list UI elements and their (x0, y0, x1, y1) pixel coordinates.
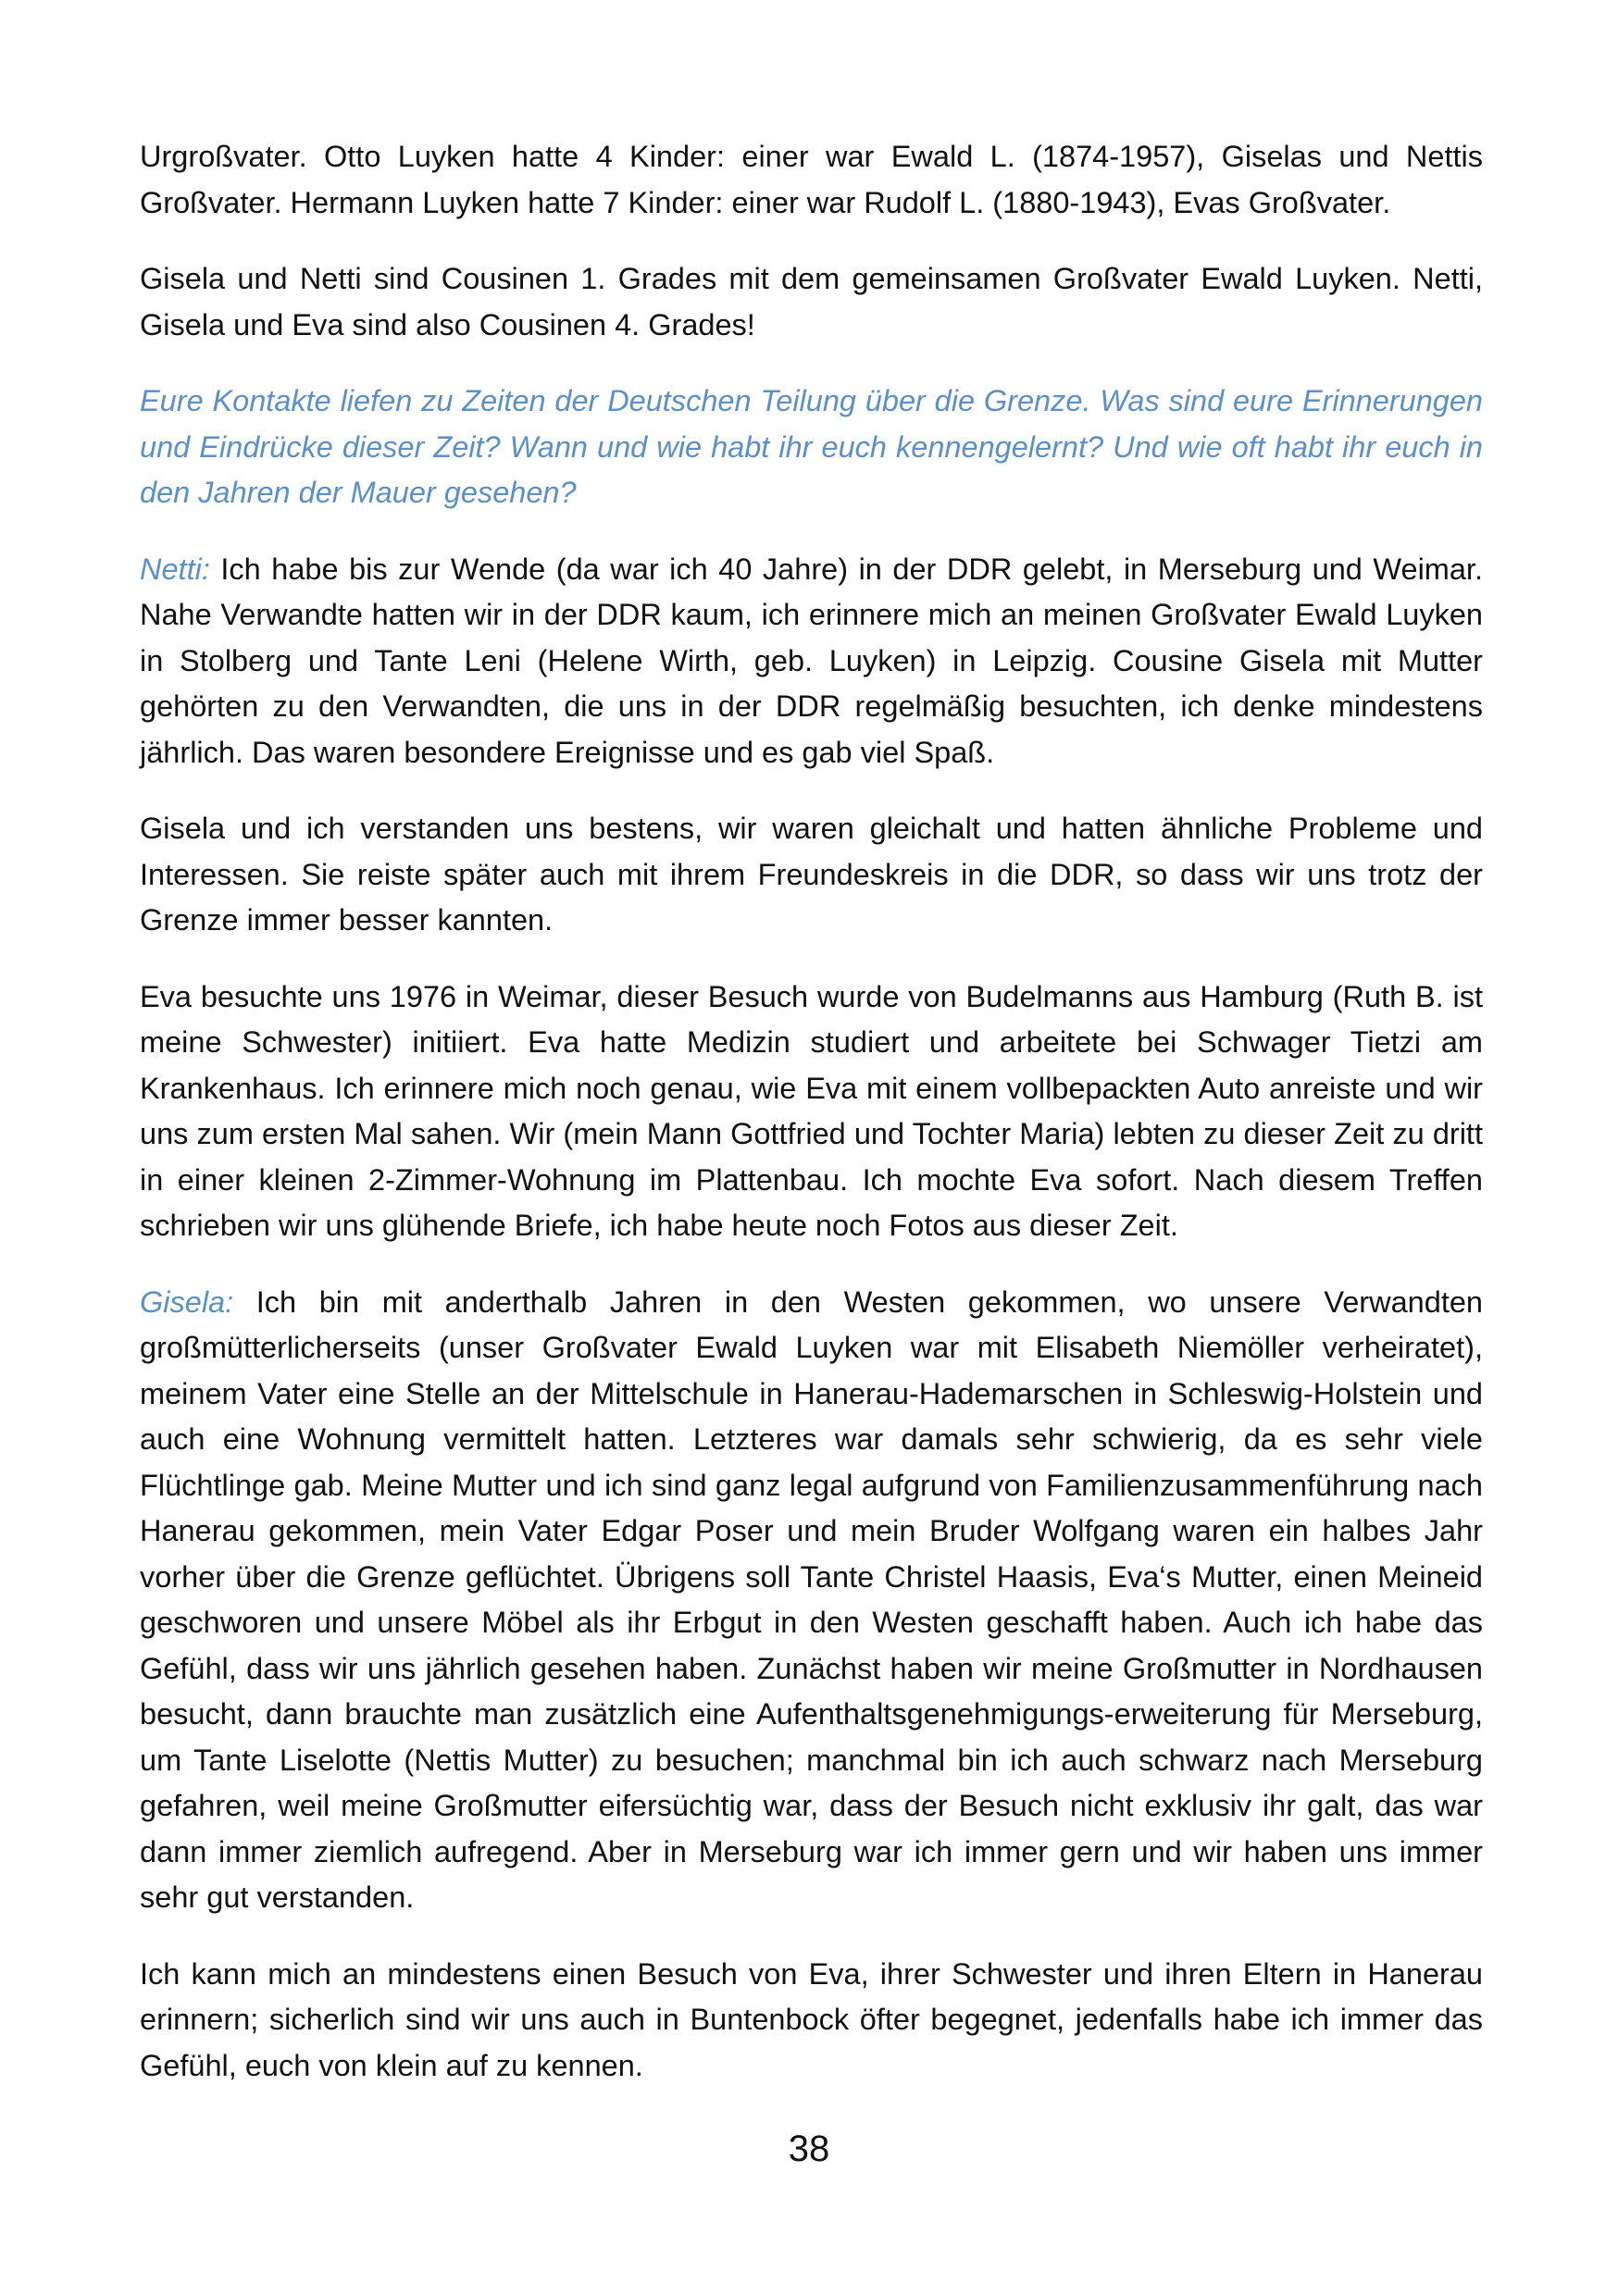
answer-text: Ich habe bis zur Wende (da war ich 40 Jahre) in der DDR gelebt, in Merseburg und Weimar. Nahe Verwandte hatten wir in der DDR kaum, ich erinnere mich an meinen Großvater Ewald Luyken in Stolberg und Tante Leni (Helene Wirth, geb. Luyken) in Leipzig. Cousine Gisela mit Mutter gehörten zu den Verwandten, die uns in der DDR regelmäßig besuchten, ich denke mindestens jährlich. Das waren besondere Ereignisse und es gab viel Spaß. (140, 552, 1483, 769)
paragraph-eva-visit: Eva besuchte uns 1976 in Weimar, dieser Besuch wurde von Budelmanns aus Hamburg (Ruth B. ist meine Schwester) initiiert. Eva hatte Medizin studiert und arbeitete bei Schwager Tietzi am Krankenhaus. Ich erinnere mich noch genau, wie Eva mit einem vollbepackten Auto anreiste und wir uns zum ersten Mal sahen. Wir (mein Mann Gottfried und Tochter Maria) lebten zu dieser Zeit zu dritt in einer kleinen 2-Zimmer-Wohnung im Plattenbau. Ich mochte Eva sofort. Nach diesem Treffen schrieben wir uns glühende Briefe, ich habe heute noch Fotos aus dieser Zeit. (140, 979, 1483, 1242)
paragraph-netti-continued: Gisela und ich verstanden uns bestens, wir waren gleichalt und hatten ähnliche Probleme und Interessen. Sie reiste später auch mit ihrem Freundeskreis in die DDR, so dass wir uns trotz der Grenze immer besser kannten. (140, 812, 1483, 937)
paragraph-gisela-continued: Ich kann mich an mindestens einen Besuch von Eva, ihrer Schwester und ihren Eltern in Hanerau erinnern; sicherlich sind wir uns auch in Buntenbock öfter begegnet, jedenfalls habe ich immer das Gefühl, euch von klein auf zu kennen. (140, 1956, 1483, 2082)
document-body (140, 134, 1483, 2119)
page-number: 38 (788, 2128, 830, 2169)
paragraph-genealogy: Urgroßvater. Otto Luyken hatte 4 Kinder: einer war Ewald L. (1874-1957), Giselas und Nettis Großvater. Hermann Luyken hatte 7 Kinder: einer war Rudolf L. (1880-1943), Evas Großvater. (140, 140, 1483, 219)
paragraph-netti-answer (140, 547, 1483, 776)
paragraph-gisela-answer (140, 1280, 1483, 1921)
speaker-label-gisela: Gisela: (140, 1285, 234, 1319)
interview-question: Eure Kontakte liefen zu Zeiten der Deutschen Teilung über die Grenze. Was sind eure Erinnerungen und Eindrücke dieser Zeit? Wann und wie habt ihr euch kennengelernt? Und wie oft habt ihr euch in den Jahren der Mauer gesehen? (140, 384, 1483, 509)
paragraph-cousins: Gisela und Netti sind Cousinen 1. Grades mit dem gemeinsamen Großvater Ewald Luyken. Netti, Gisela und Eva sind also Cousinen 4. Grades! (140, 262, 1483, 341)
answer-text: Ich bin mit anderthalb Jahren in den Westen gekommen, wo unsere Verwandten großmütterlicherseits (unser Großvater Ewald Luyken war mit Elisabeth Niemöller verheiratet), meinem Vater eine Stelle an der Mittelschule in Hanerau-Hademarschen in Schleswig-Holstein und auch eine Wohnung vermittelt hatten. Letzteres war damals sehr schwierig, da es sehr viele Flüchtlinge gab. Meine Mutter und ich sind ganz legal aufgrund von Familienzusammenführung nach Hanerau gekommen, mein Vater Edgar Poser und mein Bruder Wolfgang waren ein halbes Jahr vorher über die Grenze geflüchtet. Übrigens soll Tante Christel Haasis, Eva‘s Mutter, einen Meineid geschworen und unsere Möbel als ihr Erbgut in den Westen geschafft haben. Auch ich habe das Gefühl, dass wir uns jährlich gesehen haben. Zunächst haben wir meine Großmutter in Nordhausen besucht, dann brauchte man zusätzlich eine Aufenthaltsgenehmigungs-erweiterung für Merseburg, um Tante Liselotte (Nettis Mutter) zu besuchen; manchmal bin ich auch schwarz nach Merseburg gefahren, weil meine Großmutter eifersüchtig war, dass der Besuch nicht exklusiv ihr galt, das war dann immer ziemlich aufregend. Aber in Merseburg war ich immer gern und wir haben uns immer sehr gut verstanden. (140, 1285, 1483, 1914)
speaker-label-netti: Netti: (140, 552, 210, 586)
